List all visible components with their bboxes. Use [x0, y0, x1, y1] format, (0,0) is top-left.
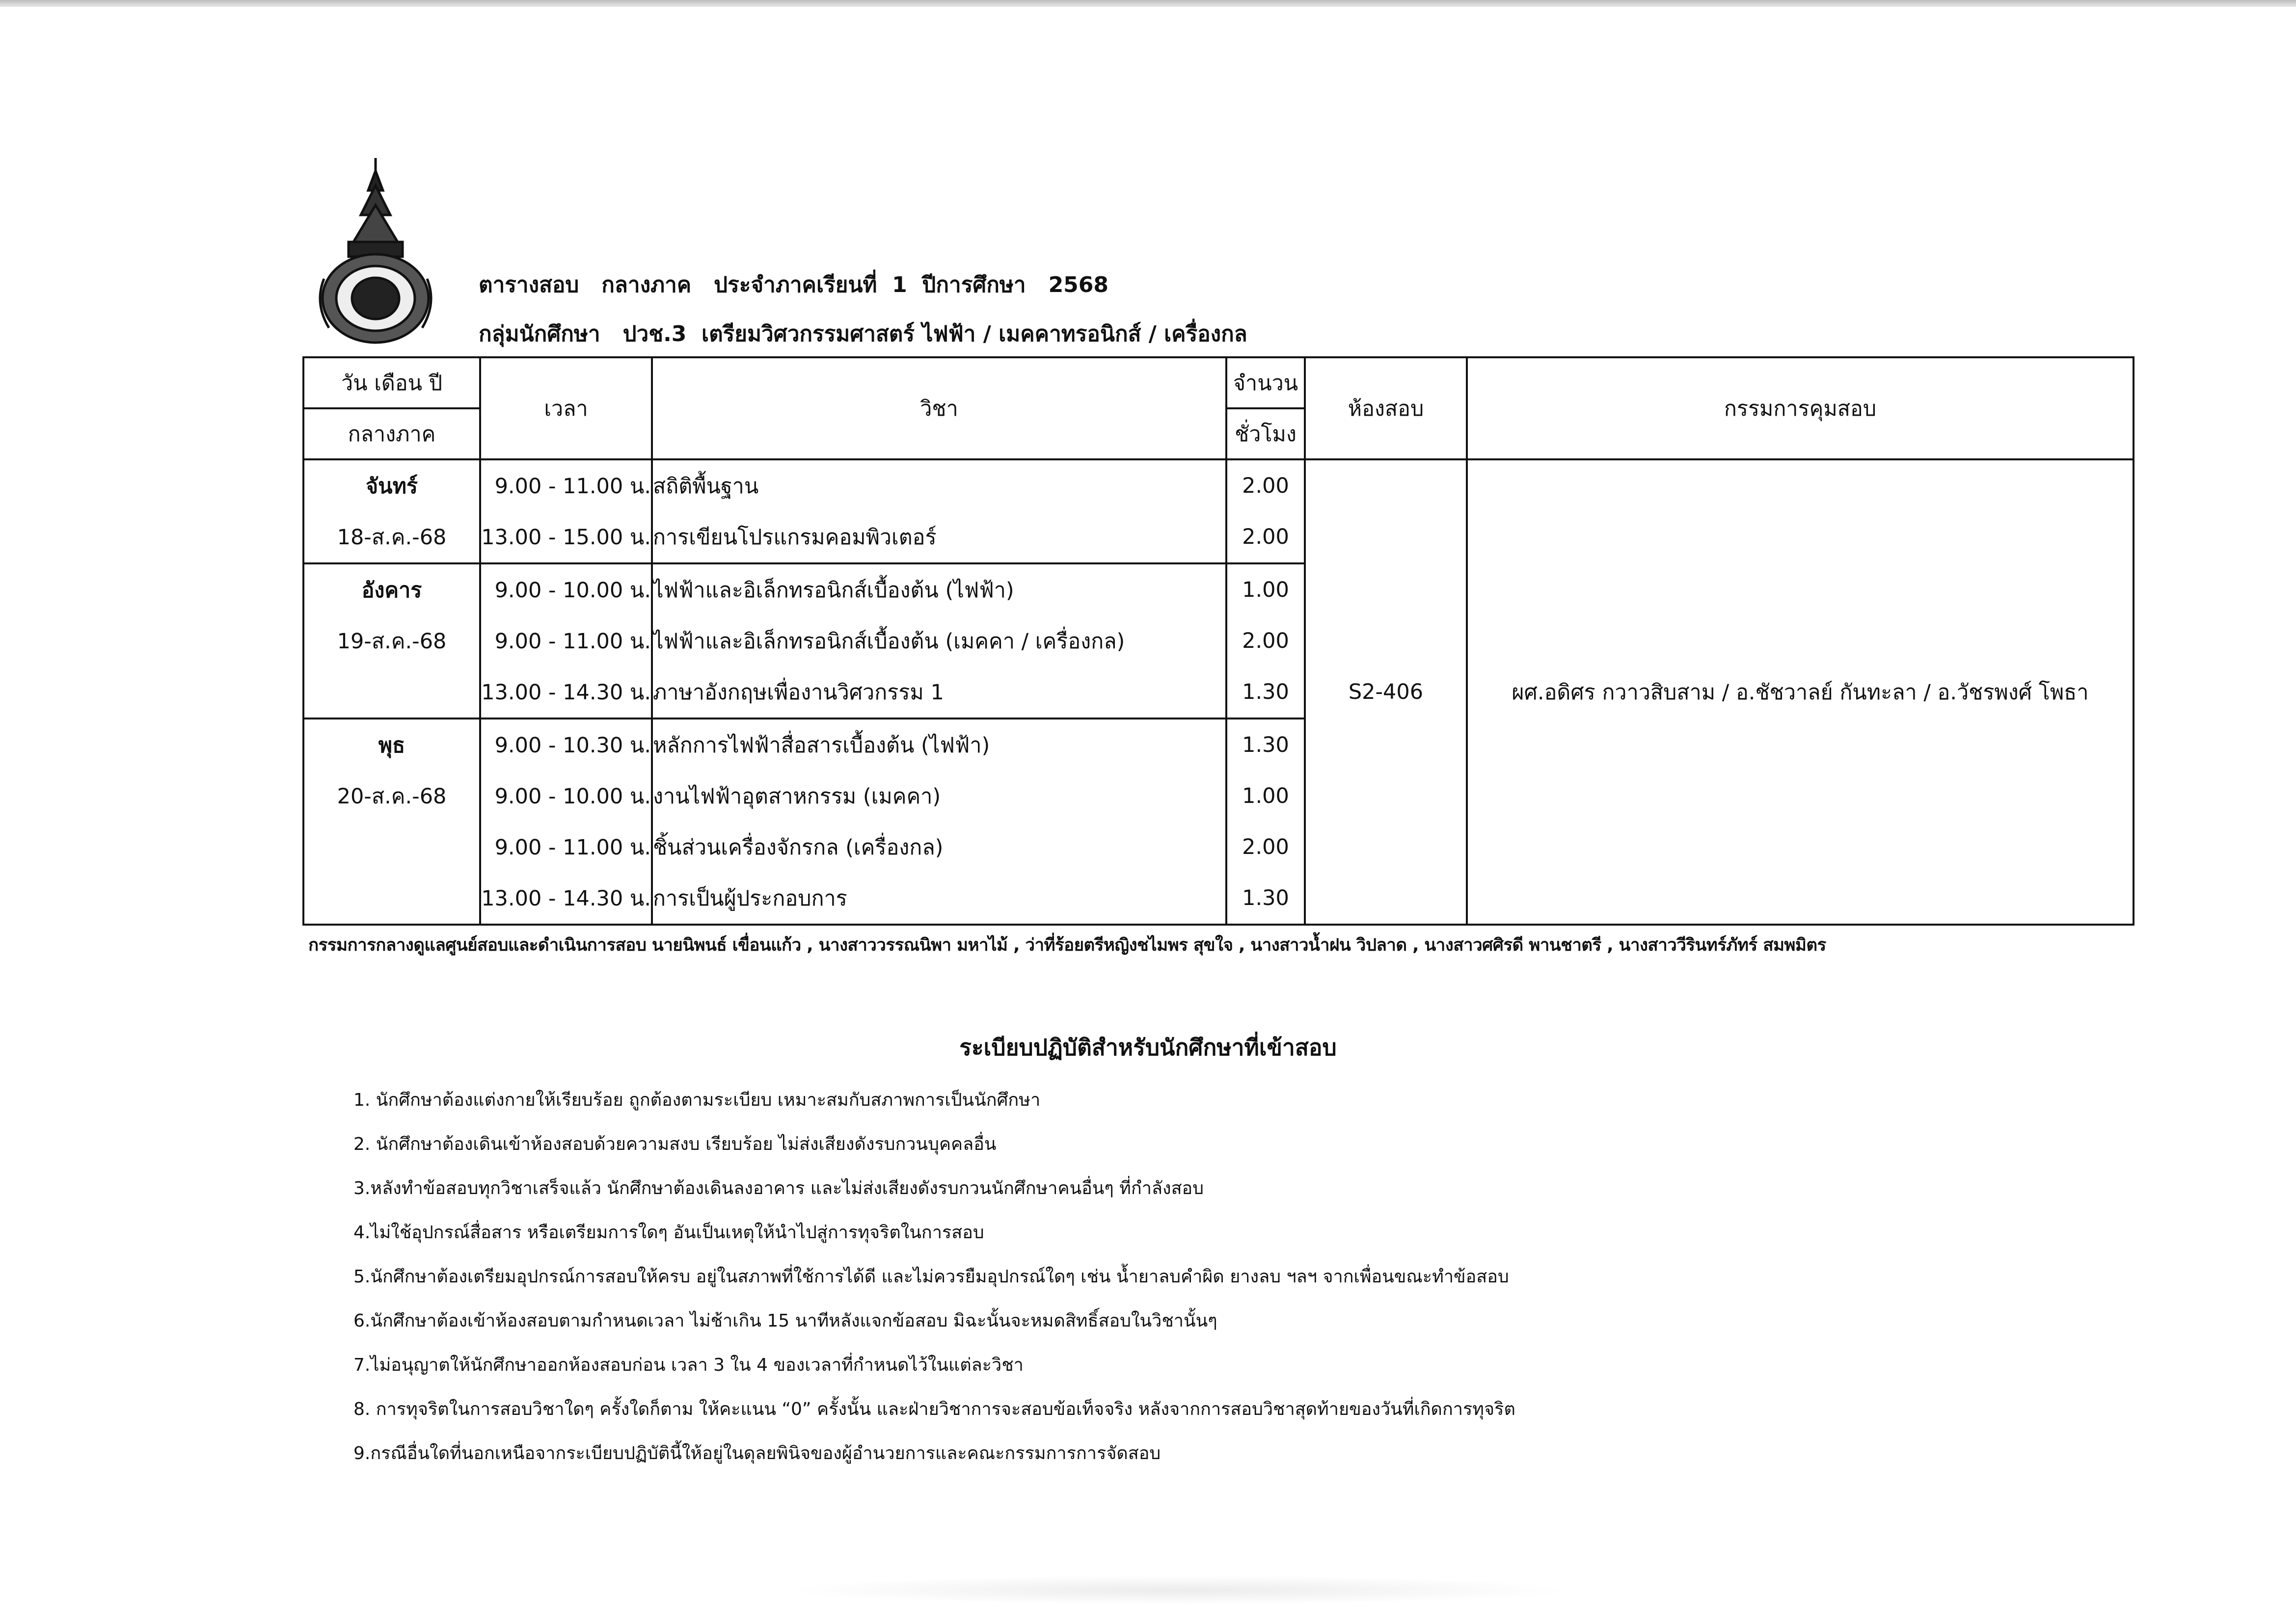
day-cell [303, 666, 480, 718]
central-committee-note: กรรมการกลางดูแลศูนย์สอบและดำเนินการสอบ นายนิพนธ์ เขื่อนแก้ว , นางสาววรรณนิพา มหาไม้ , ว่าที่ร้อยตรีหญิงชไมพร สุขใจ , นางสาวน้ำฝน วิปลาด , นางสาวศศิรดี พานชาตรี , นางสาววีรินทร์ภัทร์ สมพมิตร [308, 935, 1826, 955]
header-time: เวลา [480, 357, 652, 459]
time-cell: 9.00 - 11.00 น. [480, 822, 652, 873]
day-cell: อังคาร [303, 563, 480, 615]
exam-schedule-title: ตารางสอบ กลางภาค ประจำภาคเรียนที่ 1 ปีการศึกษา 2568 [479, 272, 1109, 297]
time-cell: 9.00 - 11.00 น. [480, 615, 652, 666]
day-cell: จันทร์ [303, 459, 480, 511]
subject-cell: หลักการไฟฟ้าสื่อสารเบื้องต้น (ไฟฟ้า) [652, 718, 1226, 771]
subject-cell: ชิ้นส่วนเครื่องจักรกล (เครื่องกล) [652, 822, 1226, 873]
table-row [303, 459, 2134, 511]
subject-cell: สถิติพื้นฐาน [652, 459, 1226, 511]
rule-item: 7.ไม่อนุญาตให้นักศึกษาออกห้องสอบก่อน เวลา 3 ใน 4 ของเวลาที่กำหนดไว้ในแต่ละวิชา [353, 1355, 1024, 1375]
proctor-cell: ผศ.อดิศร กวาวสิบสาม / อ.ชัชวาลย์ กันทะลา / อ.วัชรพงศ์ โพธา [1467, 459, 2134, 925]
day-cell: 18-ส.ค.-68 [303, 511, 480, 563]
hours-cell: 1.30 [1226, 873, 1305, 925]
header-hours: จำนวน [1226, 357, 1305, 408]
rule-item: 4.ไม่ใช้อุปกรณ์สื่อสาร หรือเตรียมการใดๆ อันเป็นเหตุให้นำไปสู่การทุจริตในการสอบ [353, 1223, 984, 1243]
scan-top-edge [0, 0, 2296, 7]
time-cell: 9.00 - 10.00 น. [480, 563, 652, 615]
rule-item: 5.นักศึกษาต้องเตรียมอุปกรณ์การสอบให้ครบ อยู่ในสภาพที่ใช้การได้ดี และไม่ควรยืมอุปกรณ์ใดๆ เช่น น้ำยาลบคำผิด ยางลบ ฯลฯ จากเพื่อนขณะทำข้อสอบ [353, 1267, 1509, 1287]
scan-smudge [785, 1575, 1571, 1605]
subject-cell: ภาษาอังกฤษเพื่องานวิศวกรรม 1 [652, 666, 1226, 718]
header-hours-sub: ชั่วโมง [1226, 408, 1305, 459]
time-cell: 9.00 - 11.00 น. [480, 459, 652, 511]
rules-title: ระเบียบปฏิบัติสำหรับนักศึกษาที่เข้าสอบ [959, 1034, 1337, 1061]
rule-item: 9.กรณีอื่นใดที่นอกเหนือจากระเบียบปฏิบัตินี้ให้อยู่ในดุลยพินิจของผู้อำนวยการและคณะกรรมการการจัดสอบ [353, 1443, 1161, 1463]
rule-item: 6.นักศึกษาต้องเข้าห้องสอบตามกำหนดเวลา ไม่ช้าเกิน 15 นาทีหลังแจกข้อสอบ มิฉะนั้นจะหมดสิทธิ์สอบในวิชานั้นๆ [353, 1311, 1217, 1331]
rule-item: 1. นักศึกษาต้องแต่งกายให้เรียบร้อย ถูกต้องตามระเบียบ เหมาะสมกับสภาพการเป็นนักศึกษา [353, 1090, 1041, 1110]
time-cell: 13.00 - 15.00 น. [480, 511, 652, 563]
header-room: ห้องสอบ [1305, 357, 1467, 459]
hours-cell: 2.00 [1226, 822, 1305, 873]
hours-cell: 2.00 [1226, 511, 1305, 563]
hours-cell: 1.30 [1226, 718, 1305, 771]
subject-cell: ไฟฟ้าและอิเล็กทรอนิกส์เบื้องต้น (ไฟฟ้า) [652, 563, 1226, 615]
student-group-title: กลุ่มนักศึกษา ปวช.3 เตรียมวิศวกรรมศาสตร์ ไฟฟ้า / เมคคาทรอนิกส์ / เครื่องกล [479, 321, 1247, 346]
rule-item: 2. นักศึกษาต้องเดินเข้าห้องสอบด้วยความสงบ เรียบร้อย ไม่ส่งเสียงดังรบกวนบุคคลอื่น [353, 1134, 997, 1154]
header-date-sub: กลางภาค [303, 408, 480, 459]
header-proctor: กรรมการคุมสอบ [1467, 357, 2134, 459]
subject-cell: การเป็นผู้ประกอบการ [652, 873, 1226, 925]
hours-cell: 1.00 [1226, 563, 1305, 615]
time-cell: 9.00 - 10.00 น. [480, 771, 652, 822]
university-emblem-logo [314, 156, 437, 347]
rule-item: 3.หลังทำข้อสอบทุกวิชาเสร็จแล้ว นักศึกษาต้องเดินลงอาคาร และไม่ส่งเสียงดังรบกวนนักศึกษาคนอื่นๆ ที่กำลังสอบ [353, 1178, 1204, 1198]
hours-cell: 2.00 [1226, 615, 1305, 666]
hours-cell: 1.00 [1226, 771, 1305, 822]
day-cell: 20-ส.ค.-68 [303, 771, 480, 822]
header-subject: วิชา [652, 357, 1226, 459]
time-cell: 13.00 - 14.30 น. [480, 873, 652, 925]
header-date: วัน เดือน ปี [303, 357, 480, 408]
day-cell: พุธ [303, 718, 480, 771]
rule-item: 8. การทุจริตในการสอบวิชาใดๆ ครั้งใดก็ตาม ให้คะแนน “0” ครั้งนั้น และฝ่ายวิชาการจะสอบข้อเท็จจริง หลังจากการสอบวิชาสุดท้ายของวันที่เกิดการทุจริต [353, 1399, 1515, 1419]
time-cell: 9.00 - 10.30 น. [480, 718, 652, 771]
exam-schedule-table [302, 356, 2134, 926]
hours-cell: 2.00 [1226, 459, 1305, 511]
day-cell [303, 873, 480, 925]
subject-cell: งานไฟฟ้าอุตสาหกรรม (เมคคา) [652, 771, 1226, 822]
hours-cell: 1.30 [1226, 666, 1305, 718]
subject-cell: การเขียนโปรแกรมคอมพิวเตอร์ [652, 511, 1226, 563]
subject-cell: ไฟฟ้าและอิเล็กทรอนิกส์เบื้องต้น (เมคคา / เครื่องกล) [652, 615, 1226, 666]
day-cell: 19-ส.ค.-68 [303, 615, 480, 666]
day-cell [303, 822, 480, 873]
time-cell: 13.00 - 14.30 น. [480, 666, 652, 718]
room-cell: S2-406 [1305, 459, 1467, 925]
